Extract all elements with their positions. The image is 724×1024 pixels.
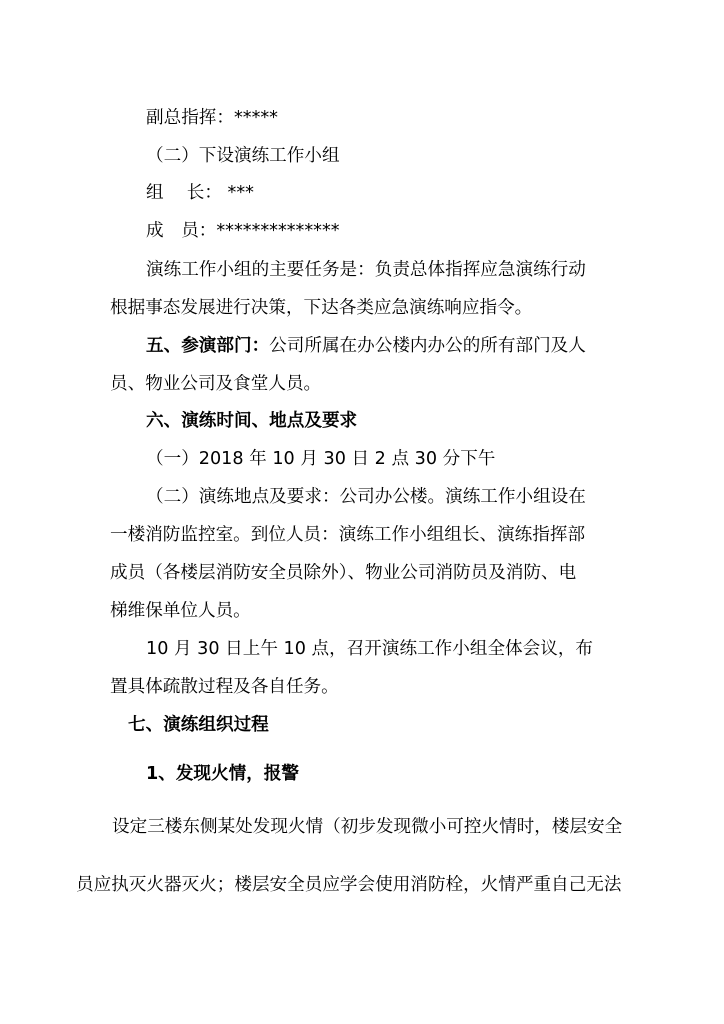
fire-paragraph-line-2: 员应执灭火器灭火；楼层安全员应学会使用消防栓，火情严重自己无法 xyxy=(76,875,622,895)
section5-text: 公司所属在办公楼内办公的所有部门及人 xyxy=(269,336,586,356)
section5-heading: 五、参演部门： xyxy=(146,336,270,356)
section6-heading: 六、演练时间、地点及要求 xyxy=(146,411,358,431)
members-line: 成 员：************** xyxy=(146,221,340,241)
deputy-commander-line: 副总指挥：***** xyxy=(146,108,278,128)
section7-heading: 七、演练组织过程 xyxy=(128,715,269,735)
fire-paragraph-line-1: 设定三楼东侧某处发现火情（初步发现微小可控火情时，楼层安全 xyxy=(112,817,623,837)
drill-time-line: （一）2018 年 10 月 30 日 2 点 30 分下午 xyxy=(146,449,496,469)
step1-heading: 1、发现火情，报警 xyxy=(146,764,299,784)
task-paragraph-line-2: 根据事态发展进行决策，下达各类应急演练响应指令。 xyxy=(110,298,533,318)
group-leader-line: 组 长： *** xyxy=(146,183,254,203)
drill-location-line-1: （二）演练地点及要求：公司办公楼。演练工作小组设在 xyxy=(146,487,586,507)
drill-location-line-3: 成员（各楼层消防安全员除外）、物业公司消防员及消防、电 xyxy=(110,563,577,583)
meeting-line-1: 10 月 30 日上午 10 点，召开演练工作小组全体会议，布 xyxy=(146,639,594,659)
drill-location-line-4: 梯维保单位人员。 xyxy=(110,601,251,621)
meeting-line-2: 置具体疏散过程及各自任务。 xyxy=(110,677,339,697)
section5-line-2: 员、物业公司及食堂人员。 xyxy=(110,374,322,394)
task-paragraph-line-1: 演练工作小组的主要任务是：负责总体指挥应急演练行动 xyxy=(146,260,586,280)
drill-location-line-2: 一楼消防监控室。到位人员：演练工作小组组长、演练指挥部 xyxy=(110,525,586,545)
section5-line-1 xyxy=(146,334,586,358)
subsection-working-group: （二）下设演练工作小组 xyxy=(146,146,340,166)
